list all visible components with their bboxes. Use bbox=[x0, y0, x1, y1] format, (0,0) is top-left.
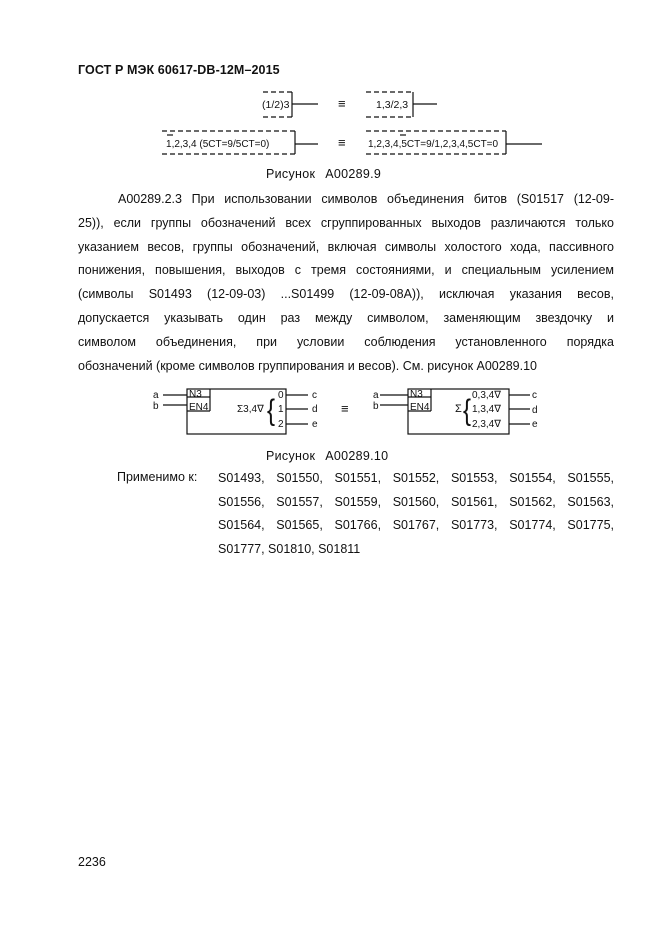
document-header: ГОСТ Р МЭК 60617-DB-12M–2015 bbox=[78, 63, 280, 77]
figure-caption-a00289-10: Рисунок A00289.10 bbox=[266, 449, 389, 463]
fig10-left-out1: 1 bbox=[278, 404, 284, 415]
fig9-row1-equiv: ≡ bbox=[338, 96, 346, 111]
applies-label: Применимо к: bbox=[117, 470, 198, 484]
fig9-row2-right-label: 1,2,3,4,5CT=9/1,2,3,4,5CT=0 bbox=[368, 139, 499, 150]
fig10-left-brace: { bbox=[267, 392, 276, 427]
fig10-right-input-a: a bbox=[373, 390, 379, 401]
fig10-left-n3: N3 bbox=[189, 389, 202, 400]
fig10-right-out2: 2,3,4∇ bbox=[472, 419, 501, 430]
fig10-input-a: a bbox=[153, 390, 159, 401]
fig10-right-outputs bbox=[532, 389, 538, 433]
applies-list bbox=[218, 467, 614, 561]
fig10-right-sigma: Σ bbox=[455, 403, 462, 415]
fig10-left-en4: EN4 bbox=[189, 402, 209, 413]
body-paragraph bbox=[78, 188, 614, 378]
fig10-equiv: ≡ bbox=[341, 401, 349, 416]
applies-line: S01564, S01565, S01766, S01767, S01773, S01774, S01775, bbox=[218, 518, 614, 532]
paragraph-line: обозначений (кроме символов группирования и весов). См. рисунок A00289.10 bbox=[78, 358, 537, 373]
fig10-right-en4: EN4 bbox=[410, 402, 430, 413]
fig10-out-d: d bbox=[312, 404, 318, 415]
figure-a00289-9 bbox=[150, 88, 550, 158]
paragraph-line: допускается указывать один раз между символом, заменяющим звездочку и bbox=[78, 310, 614, 325]
fig10-right-brace: { bbox=[463, 392, 472, 427]
applies-line: S01556, S01557, S01559, S01560, S01561, S01562, S01563, bbox=[218, 494, 614, 509]
fig10-left-sigma: Σ3,4∇ bbox=[237, 404, 264, 415]
fig10-right-n3: N3 bbox=[410, 389, 423, 400]
figure-a00289-10 bbox=[150, 384, 530, 436]
paragraph-line: понижения, повышения, выходов с тремя состояниями, и специальным усилением bbox=[78, 263, 614, 278]
fig10-out-e: e bbox=[312, 419, 318, 430]
paragraph-line: (символы S01493 (12-09-03) ...S01499 (12-09-08A)), исключая указания весов, bbox=[78, 287, 614, 302]
fig9-row1-left-label: (1/2)3 bbox=[262, 99, 290, 111]
figure-caption-a00289-9: Рисунок A00289.9 bbox=[266, 167, 382, 181]
fig9-row2-left-label: 1,2,3,4 (5CT=9/5CT=0) bbox=[166, 139, 270, 150]
fig9-row2-equiv: ≡ bbox=[338, 135, 346, 150]
applies-line: S01777, S01810, S01811 bbox=[218, 541, 361, 556]
fig10-right-out-c-label: c bbox=[532, 390, 537, 401]
fig10-left-out2: 2 bbox=[278, 419, 284, 430]
fig9-row1-right-label: 1,3/2,3 bbox=[376, 99, 409, 111]
fig10-right-out-d-label: d bbox=[532, 404, 538, 416]
paragraph-line: A00289.2.3 При использовании символов объединения битов (S01517 (12-09- bbox=[118, 192, 614, 206]
paragraph-line: указанием весов, группы обозначений, включая символы холостого хода, пассивного bbox=[78, 239, 614, 254]
fig10-right-out1: 1,3,4∇ bbox=[472, 404, 501, 415]
fig10-right-input-b: b bbox=[373, 401, 379, 412]
fig10-right-out-e-label: e bbox=[532, 419, 538, 430]
fig10-input-b: b bbox=[153, 401, 159, 412]
paragraph-line: 25)), если группы обозначений всех сгруппированных выходов различаются только bbox=[78, 215, 614, 230]
fig10-out-c: c bbox=[312, 390, 317, 401]
paragraph-line: символом объединения, при условии соблюдения установленного порядка bbox=[78, 334, 614, 349]
page-number: 2236 bbox=[78, 855, 106, 869]
fig10-left-out0: 0 bbox=[278, 390, 284, 401]
applies-line: S01493, S01550, S01551, S01552, S01553, S01554, S01555, bbox=[218, 471, 614, 485]
fig10-right-out0: 0,3,4∇ bbox=[472, 390, 501, 401]
